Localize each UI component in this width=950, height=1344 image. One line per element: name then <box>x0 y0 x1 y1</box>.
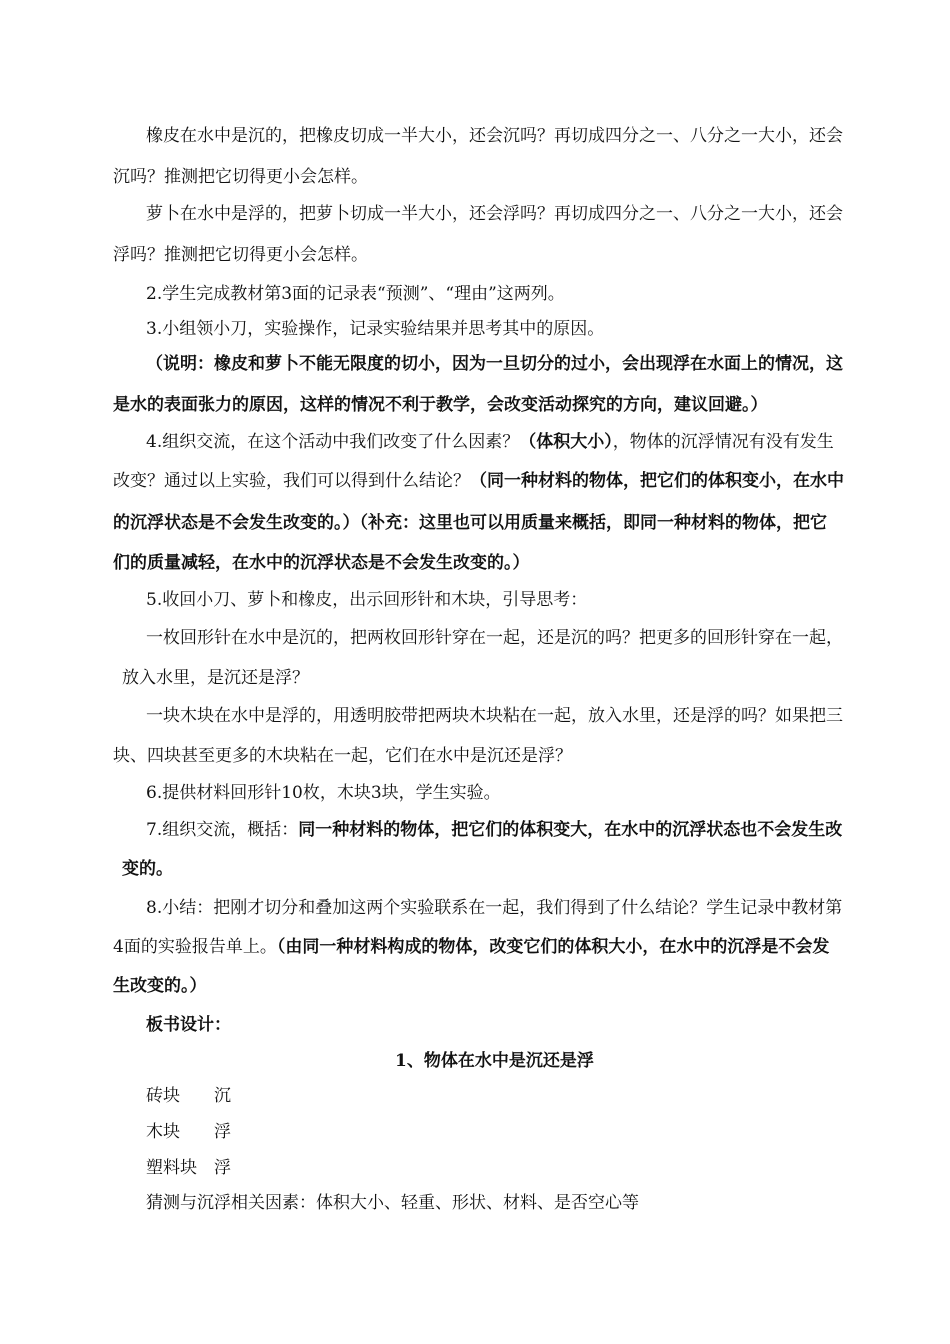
paragraph-step6: 6.提供材料回形针10枚，木块3块，学生实验。 <box>146 783 501 803</box>
note-line1: （说明：橡皮和萝卜不能无限度的切小，因为一旦切分的过小，会出现浮在水面上的情况，这 <box>146 354 843 374</box>
paragraph-step4-line4: 们的质量减轻，在水中的沉浮状态是不会发生改变的。） <box>113 553 530 573</box>
paragraph-wood-line2: 块、四块甚至更多的木块粘在一起，它们在水中是沉还是浮？ <box>113 746 572 766</box>
step8-text: 4面的实验报告单上。 <box>113 937 277 957</box>
paragraph-step2: 2.学生完成教材第3面的记录表“预测”、“理由”这两列。 <box>146 284 565 304</box>
paragraph-radish-line2: 浮吗？推测把它切得更小会怎样。 <box>113 245 368 265</box>
paragraph-wood-line1: 一块木块在水中是浮的，用透明胶带把两块木块粘在一起，放入水里，还是浮的吗？如果把三 <box>146 706 843 726</box>
paragraph-rubber-line2: 沉吗？推测把它切得更小会怎样。 <box>113 167 368 187</box>
paragraph-step7-line2: 变的。 <box>122 859 173 879</box>
step8-conclusion: （由同一种材料构成的物体，改变它们的体积大小，在水中的沉浮是不会发 <box>276 937 830 957</box>
paragraph-paperclip-line2: 放入水里，是沉还是浮？ <box>122 668 309 688</box>
step4-question: 改变？通过以上实验，我们可以得到什么结论？ <box>113 471 470 491</box>
board-row-brick-state: 沉 <box>214 1086 231 1106</box>
paragraph-step3: 3.小组领小刀，实验操作，记录实验结果并思考其中的原因。 <box>146 319 605 339</box>
paragraph-step7-line1 <box>146 818 842 842</box>
paragraph-radish-line1: 萝卜在水中是浮的，把萝卜切成一半大小，还会浮吗？再切成四分之一、八分之一大小，还会 <box>146 204 843 224</box>
board-heading: 板书设计： <box>146 1015 231 1035</box>
board-factors: 猜测与沉浮相关因素：体积大小、轻重、形状、材料、是否空心等 <box>146 1193 639 1213</box>
step7-conclusion: 同一种材料的物体，把它们的体积变大，在水中的沉浮状态也不会发生改 <box>298 820 843 840</box>
paragraph-paperclip-line1: 一枚回形针在水中是沉的，把两枚回形针穿在一起，还是沉的吗？把更多的回形针穿在一起， <box>146 628 843 648</box>
board-row-plastic-item: 塑料块 <box>146 1158 197 1178</box>
paragraph-step8-line3: 生改变的。） <box>113 976 207 996</box>
board-row-wood-item: 木块 <box>146 1122 180 1142</box>
paragraph-step5: 5.收回小刀、萝卜和橡皮，出示回形针和木块，引导思考： <box>146 590 588 610</box>
board-title: 1、物体在水中是沉还是浮 <box>395 1051 594 1071</box>
step7-lead: 7.组织交流，概括： <box>146 820 299 840</box>
board-row-brick-item: 砖块 <box>146 1086 180 1106</box>
step4-answer-volume: （体积大小） <box>519 432 613 452</box>
step4-conclusion-start: （同一种材料的物体，把它们的体积变小，在水中 <box>470 471 844 491</box>
step4-text-c: ，物体的沉浮情况有没有发生 <box>612 432 834 452</box>
paragraph-step4-line1 <box>146 430 834 454</box>
paragraph-rubber-line1: 橡皮在水中是沉的，把橡皮切成一半大小，还会沉吗？再切成四分之一、八分之一大小，还会 <box>146 126 843 146</box>
step4-text-a: 4.组织交流，在这个活动中我们改变了什么因素？ <box>146 432 520 452</box>
paragraph-step8-line2 <box>113 935 829 959</box>
board-row-plastic-state: 浮 <box>214 1158 231 1178</box>
note-line2: 是水的表面张力的原因，这样的情况不利于教学，会改变活动探究的方向，建议回避。） <box>113 395 768 415</box>
paragraph-step4-line3: 的沉浮状态是不会发生改变的。）（补充：这里也可以用质量来概括，即同一种材料的物体，把它 <box>113 513 827 533</box>
board-row-wood-state: 浮 <box>214 1122 231 1142</box>
paragraph-step8-line1: 8.小结：把刚才切分和叠加这两个实验联系在一起，我们得到了什么结论？学生记录中教材第 <box>146 898 843 918</box>
paragraph-step4-line2 <box>113 469 844 493</box>
